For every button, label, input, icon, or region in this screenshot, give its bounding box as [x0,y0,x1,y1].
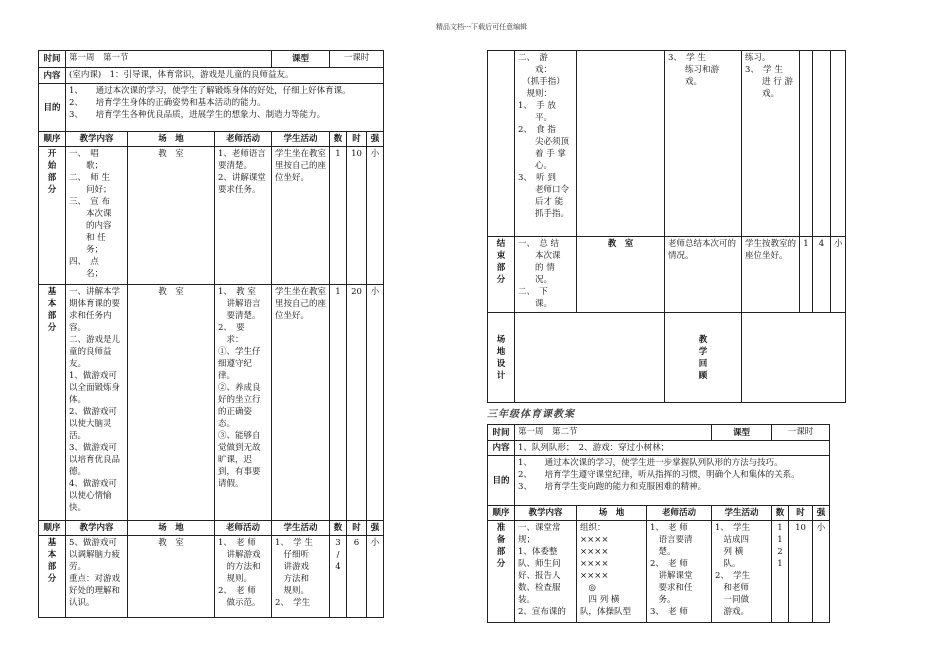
student-activity-header-2: 学生活动 [272,521,330,536]
prep-time: 10 [789,521,813,623]
end-section-label: 结 束 部 分 [488,237,515,313]
end-student: 学生按教室的座位坐好。 [742,237,800,313]
lesson2-course-type-label: 课型 [712,425,772,441]
student-activity-header: 学生活动 [272,132,330,147]
venue-design-label: 场 地 设 计 [488,313,515,403]
basic2-content: 5、做游戏可以调解脑力疲劳。 重点：对游戏好处的理解和认识。 [66,536,128,618]
intensity-header: 强 [367,132,384,147]
order-header: 顺序 [39,132,66,147]
lesson2-venue-header: 场 地 [577,506,647,521]
prep-count: 1 1 2 1 [772,521,789,623]
lesson1-table [38,50,384,618]
end-intensity: 小 [831,237,846,313]
cont-basic-content: 二、 游 戏： （抓手指） 规则： 1、 手 放 平。 2、 食 指 尖必须顶 着 手 掌 心。 3、 听 到 老师口令 后才 能 抓手指。 [515,51,577,237]
lesson2-table [487,424,830,623]
lesson2-count-header: 数 [772,506,789,521]
lesson2-time: 第一周 第二节 [515,425,712,441]
lesson2-content-label: 内容 [488,441,515,456]
lesson2-course-type: 一课时 [772,425,830,441]
prep-section-label: 准 备 部 分 [488,521,515,623]
prep-content: 一、课堂常规； 1、体委整队、师生问好、报告人数、检查服装。 2、宣布课的 [515,521,577,623]
basic-intensity: 小 [367,285,384,521]
cont-count-cell [800,51,813,237]
lesson2-goals: 1、 通过本次课的学习，使学生进一步掌握队列队形的方法与技巧。 2、 培育学生遵守课堂纪律，听从指挥的习惯，明确个人和集体的关系。 3、 培育学生变向跑的能力和克服困难的精神。 [515,456,830,506]
count-header: 数 [330,132,347,147]
lesson1-course-type: 一课时 [330,51,384,68]
goal-label: 目的 [39,84,66,132]
end-venue: 教 室 [577,237,665,313]
teacher-activity-header-2: 老师活动 [215,521,272,536]
start-teacher: 1、老师语言要清楚。 2、讲解课堂要求任务。 [215,147,272,285]
lesson1-goals: 1、 通过本次课的学习，使学生了解锻炼身体的好处，仔细上好体育课。 2、 培育学生身体的正确姿势和基本活动的能力。 3、 培育学生各种优良品质，进展学生的想象力、制造力等能力。 [66,84,384,132]
prep-student: 1、 学生 站成四 列 横 队。 2、 学生 和老师 一同做 游戏。 [712,521,772,623]
time-header-2: 时 [347,521,367,536]
lesson2-teacher-activity-header: 老师活动 [647,506,712,521]
lesson2-title: 三年级体育课教案 [487,409,575,420]
venue-header: 场 地 [128,132,215,147]
basic2-teacher: 1、 老 师 讲解游戏 的方法和 规则。 2、 老 师 做示范。 [215,536,272,618]
basic2-count: 3 / 4 [330,536,347,618]
intensity-header-2: 强 [367,521,384,536]
lesson2-order-header: 顺序 [488,506,515,521]
cont-venue-cell [577,51,665,237]
basic2-student: 1、 学 生 仔细听 讲游戏 方法和 规则。 2、 学生 [272,536,330,618]
venue-header-2: 场 地 [128,521,215,536]
basic-section-label: 基 本 部 分 [39,285,66,521]
lesson2-teaching-content-header: 教学内容 [515,506,577,521]
lesson1-continued-table [487,50,846,403]
cont-time-cell [813,51,831,237]
lesson2-time-label: 时间 [488,425,515,441]
cont-order-cell [488,51,515,237]
basic2-venue: 教 室 [128,536,215,618]
start-count: 1 [330,147,347,285]
basic-teacher: 1、 教 室 讲解语言 要清楚。 2、 要 求： ①、学生仔细遵守纪律。 ②、养成良好的坐立行的正确姿态。 ③、能够自觉做到无故旷课，迟到，有事要请假。 [215,285,272,521]
teaching-content-header: 教学内容 [66,132,128,147]
teaching-review-area [742,313,846,403]
start-venue: 教 室 [128,147,215,285]
prep-venue: 组织： ×××× ×××× ×××× ×××× ◎ 四 列 横 队，体操队型 [577,521,647,623]
basic-student: 学生坐在教室里按自己的座位坐好。 [272,285,330,521]
prep-intensity: 小 [813,521,830,623]
lesson2-intensity-header: 强 [813,506,830,521]
time-header: 时 [347,132,367,147]
course-type-label: 课型 [272,51,330,68]
teaching-review-label: 教 学 回 顾 [665,313,742,403]
content-label: 内容 [39,68,66,84]
lesson2-content: 1、队列队形； 2、游戏：穿过小树林； [515,441,830,456]
end-count: 1 [800,237,813,313]
lesson2-student-activity-header: 学生活动 [712,506,772,521]
basic-time: 20 [347,285,367,521]
venue-design-area [515,313,665,403]
basic-content: 一、讲解本学期体育课的要求和任务内容。 二、游戏是儿童的良师益友。 1、做游戏可以全面锻炼身体。 2、做游戏可以使大脑灵活。 3、做游戏可以培育优良品德。 4、做游戏可以使心情愉快。 [66,285,128,521]
time-label: 时间 [39,51,66,68]
start-content: 一、 唱 歌； 二、 师 生 问好； 三、 宣 布 本次课 的内容 和 任 务； 四、 点 名； [66,147,128,285]
end-content: 一、 总 结 本次课 的 情 况。 二、 下 课。 [515,237,577,313]
lesson2-time-header: 时 [789,506,813,521]
lesson2-goal-label: 目的 [488,456,515,506]
basic2-time: 6 [347,536,367,618]
lesson1-content: (室内课) 1：引导课，体育常识，游戏是儿童的良师益友。 [66,68,384,84]
start-intensity: 小 [367,147,384,285]
basic-section-label-2: 基 本 部 分 [39,536,66,618]
order-header-2: 顺序 [39,521,66,536]
teaching-content-header-2: 教学内容 [66,521,128,536]
start-time: 10 [347,147,367,285]
prep-teacher: 1、 老 师 语言要清 楚。 2、 老 师 讲解课堂 要求和任 务。 3、 老 师 [647,521,712,623]
basic-venue: 教 室 [128,285,215,521]
basic-count: 1 [330,285,347,521]
lesson1-time: 第一周 第一节 [66,51,272,68]
count-header-2: 数 [330,521,347,536]
cont-basic-extra: 练习。 3、 学 生 进 行 游 戏。 [742,51,800,237]
teacher-activity-header: 老师活动 [215,132,272,147]
end-teacher: 老师总结本次可的情况。 [665,237,742,313]
start-section-label: 开 始 部 分 [39,147,66,285]
end-time: 4 [813,237,831,313]
cont-basic-student: 3、 学 生 练习和游 戏。 [665,51,742,237]
basic2-intensity: 小 [367,536,384,618]
cont-intensity-cell [831,51,846,237]
start-student: 学生坐在教室里按自己的座位坐好。 [272,147,330,285]
header-note: 精品文档---下载后可任意编辑 [436,23,528,31]
